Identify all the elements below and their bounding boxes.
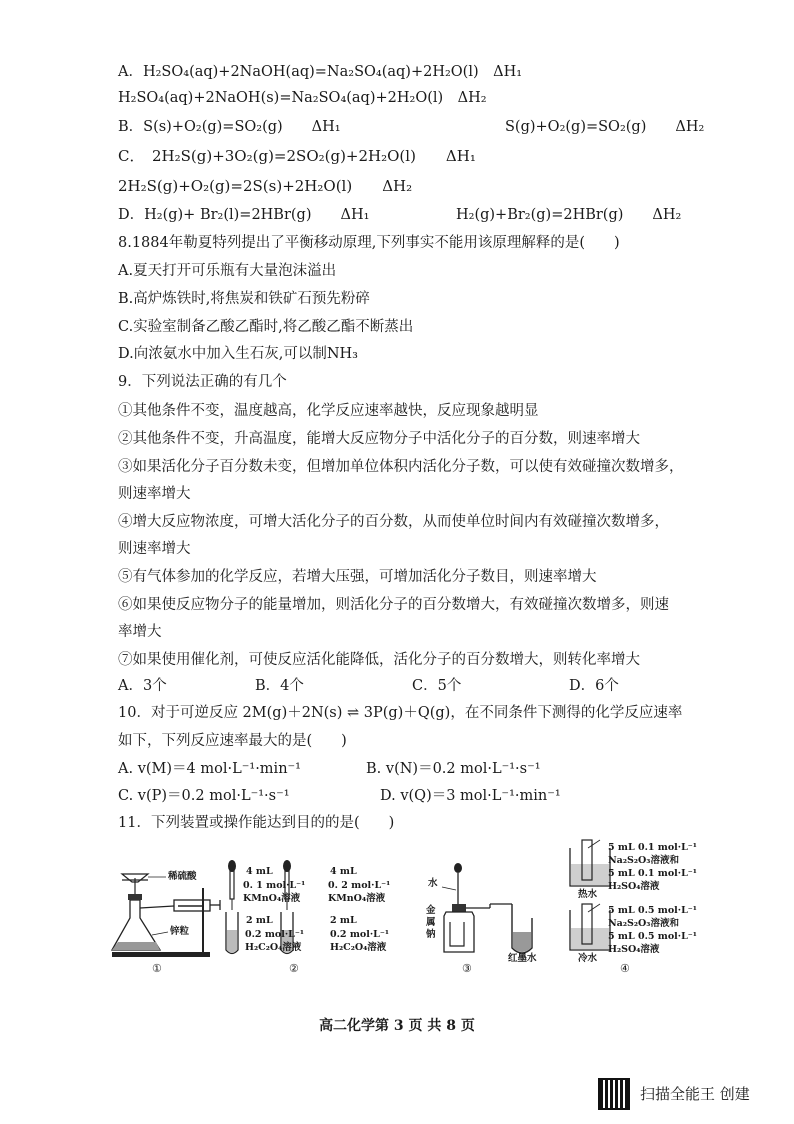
q10-option-b: B. v(N)＝0.2 mol·L⁻¹·s⁻¹ — [366, 761, 541, 777]
q11-stem: 11．下列装置或操作能达到目的的是( ) — [118, 815, 395, 831]
figure-2-right-top-concentration: 0. 2 mol·L⁻¹ — [328, 880, 391, 891]
figure-2-left-top-concentration: 0. 1 mol·L⁻¹ — [243, 880, 306, 891]
q7-option-b-line2: S(g)+O₂(g)=SO₂(g) ΔH₂ — [505, 119, 705, 135]
q10-option-c: C. v(P)＝0.2 mol·L⁻¹·s⁻¹ — [118, 788, 290, 804]
q8-option-c: C.实验室制备乙酸乙酯时,将乙酸乙酯不断蒸出 — [118, 319, 414, 335]
q9-stem: 9．下列说法正确的有几个 — [118, 374, 287, 390]
scanner-watermark: 扫描全能王 创建 — [640, 1085, 750, 1103]
q9-statement-2: ②其他条件不变，升高温度，能增大反应物分子中活化分子的百分数，则速率增大 — [118, 431, 640, 447]
figure-2-right-top-volume: 4 mL — [330, 866, 357, 877]
figure-1-label-dilute-sulfuric-acid: 稀硫酸 — [168, 871, 197, 882]
figure-2-right-bottom-volume: 2 mL — [330, 915, 357, 926]
q9-statement-1: ①其他条件不变，温度越高，化学反应速率越快，反应现象越明显 — [118, 403, 539, 419]
q9-option-d: D．6个 — [569, 678, 619, 694]
figure-2-number: ② — [289, 962, 299, 975]
figure-2-right-bottom-concentration: 0.2 mol·L⁻¹ — [330, 929, 389, 940]
q9-option-c: C．5个 — [412, 678, 462, 694]
figure-1-apparatus — [108, 860, 223, 962]
q10-stem-line2: 如下，下列反应速率最大的是( ) — [118, 733, 347, 749]
q10-option-d: D. v(Q)＝3 mol·L⁻¹·min⁻¹ — [380, 788, 561, 804]
figure-4-bottom-line3: 5 mL 0.5 mol·L⁻¹ — [608, 931, 697, 942]
figure-4-bottom-line1: 5 mL 0.5 mol·L⁻¹ — [608, 905, 697, 916]
page-footer: 高二化学第 3 页 共 8 页 — [319, 1018, 475, 1034]
figure-2-right-top-reagent: KMnO₄溶液 — [328, 893, 386, 904]
figure-2-left-bottom-concentration: 0.2 mol·L⁻¹ — [245, 929, 304, 940]
q9-statement-4b: 则速率增大 — [118, 541, 191, 557]
figure-4-number: ④ — [620, 962, 630, 975]
q9-statement-7: ⑦如果使用催化剂，可使反应活化能降低，活化分子的百分数增大，则转化率增大 — [118, 652, 640, 668]
figure-3-label-sodium: 钠 — [426, 929, 436, 940]
figure-2-right-bottom-reagent: H₂C₂O₄溶液 — [330, 942, 387, 953]
figure-1-number: ① — [152, 962, 162, 975]
q8-stem: 8.1884年勒夏特列提出了平衡移动原理,下列事实不能用该原理解释的是( ) — [118, 235, 620, 251]
figure-3-label-metal-1: 金 — [426, 905, 436, 916]
figure-4-top-line3: 5 mL 0.1 mol·L⁻¹ — [608, 868, 697, 879]
q9-option-a: A．3个 — [118, 678, 167, 694]
q7-option-c-line1: C． 2H₂S(g)+3O₂(g)=2SO₂(g)+2H₂O(l) ΔH₁ — [118, 147, 476, 165]
q10-option-a: A. v(M)＝4 mol·L⁻¹·min⁻¹ — [118, 761, 301, 777]
q7-option-d-line2: H₂(g)+Br₂(g)=2HBr(g) ΔH₂ — [456, 207, 682, 223]
q9-statement-3a: ③如果活化分子百分数未变，但增加单位体积内活化分子数，可以使有效碰撞次数增多， — [118, 459, 684, 475]
figure-2-left-top-volume: 4 mL — [246, 866, 273, 877]
q8-option-a: A.夏天打开可乐瓶有大量泡沫溢出 — [118, 263, 337, 279]
figure-4-top-line1: 5 mL 0.1 mol·L⁻¹ — [608, 842, 697, 853]
figure-2-left-bottom-reagent: H₂C₂O₄溶液 — [245, 942, 302, 953]
figure-4-top-line2: Na₂S₂O₃溶液和 — [608, 855, 679, 866]
figure-3-label-red-ink: 红墨水 — [508, 953, 537, 964]
q7-option-b-line1: B．S(s)+O₂(g)=SO₂(g) ΔH₁ — [118, 119, 341, 135]
q7-option-c-line2: 2H₂S(g)+O₂(g)=2S(s)+2H₂O(l) ΔH₂ — [118, 177, 413, 195]
figure-4-label-hot-water: 热水 — [578, 889, 598, 900]
figure-3-label-metal-2: 属 — [426, 917, 436, 928]
qr-code-icon — [598, 1078, 630, 1110]
q9-statement-6a: ⑥如果使反应物分子的能量增加，则活化分子的百分数增大，有效碰撞次数增多，则速 — [118, 597, 669, 613]
q7-option-a-line2: H₂SO₄(aq)+2NaOH(s)=Na₂SO₄(aq)+2H₂O(l) ΔH₂ — [118, 90, 487, 106]
q9-statement-4a: ④增大反应物浓度，可增大活化分子的百分数，从而使单位时间内有效碰撞次数增多， — [118, 514, 669, 530]
figure-2-left-bottom-volume: 2 mL — [246, 915, 273, 926]
q10-stem-line1: 10．对于可逆反应 2M(g)＋2N(s) ⇌ 3P(g)＋Q(g)，在不同条件下测得的化学反应速率 — [118, 705, 683, 721]
figure-4-bottom-line4: H₂SO₄溶液 — [608, 944, 660, 955]
figure-4-bottom-line2: Na₂S₂O₃溶液和 — [608, 918, 679, 929]
q9-statement-3b: 则速率增大 — [118, 486, 191, 502]
q9-statement-5: ⑤有气体参加的化学反应，若增大压强，可增加活化分子数目，则速率增大 — [118, 569, 597, 585]
q8-option-b: B.高炉炼铁时,将焦炭和铁矿石预先粉碎 — [118, 291, 370, 307]
q9-option-b: B．4个 — [255, 678, 304, 694]
figure-1-label-zinc: 锌粒 — [170, 926, 190, 937]
q8-option-d: D.向浓氨水中加入生石灰,可以制NH₃ — [118, 346, 358, 362]
figure-2-left-top-reagent: KMnO₄溶液 — [243, 893, 301, 904]
figure-3-apparatus — [432, 860, 547, 960]
q7-option-d-line1: D．H₂(g)+ Br₂(l)=2HBr(g) ΔH₁ — [118, 207, 370, 223]
q9-statement-6b: 率增大 — [118, 624, 162, 640]
figure-3-label-water: 水 — [428, 878, 438, 889]
figure-4-top-line4: H₂SO₄溶液 — [608, 881, 660, 892]
figure-3-number: ③ — [462, 962, 472, 975]
q7-option-a-line1: A．H₂SO₄(aq)+2NaOH(aq)=Na₂SO₄(aq)+2H₂O(l) ΔH₁ — [118, 64, 523, 80]
figure-4-label-cold-water: 冷水 — [578, 953, 598, 964]
